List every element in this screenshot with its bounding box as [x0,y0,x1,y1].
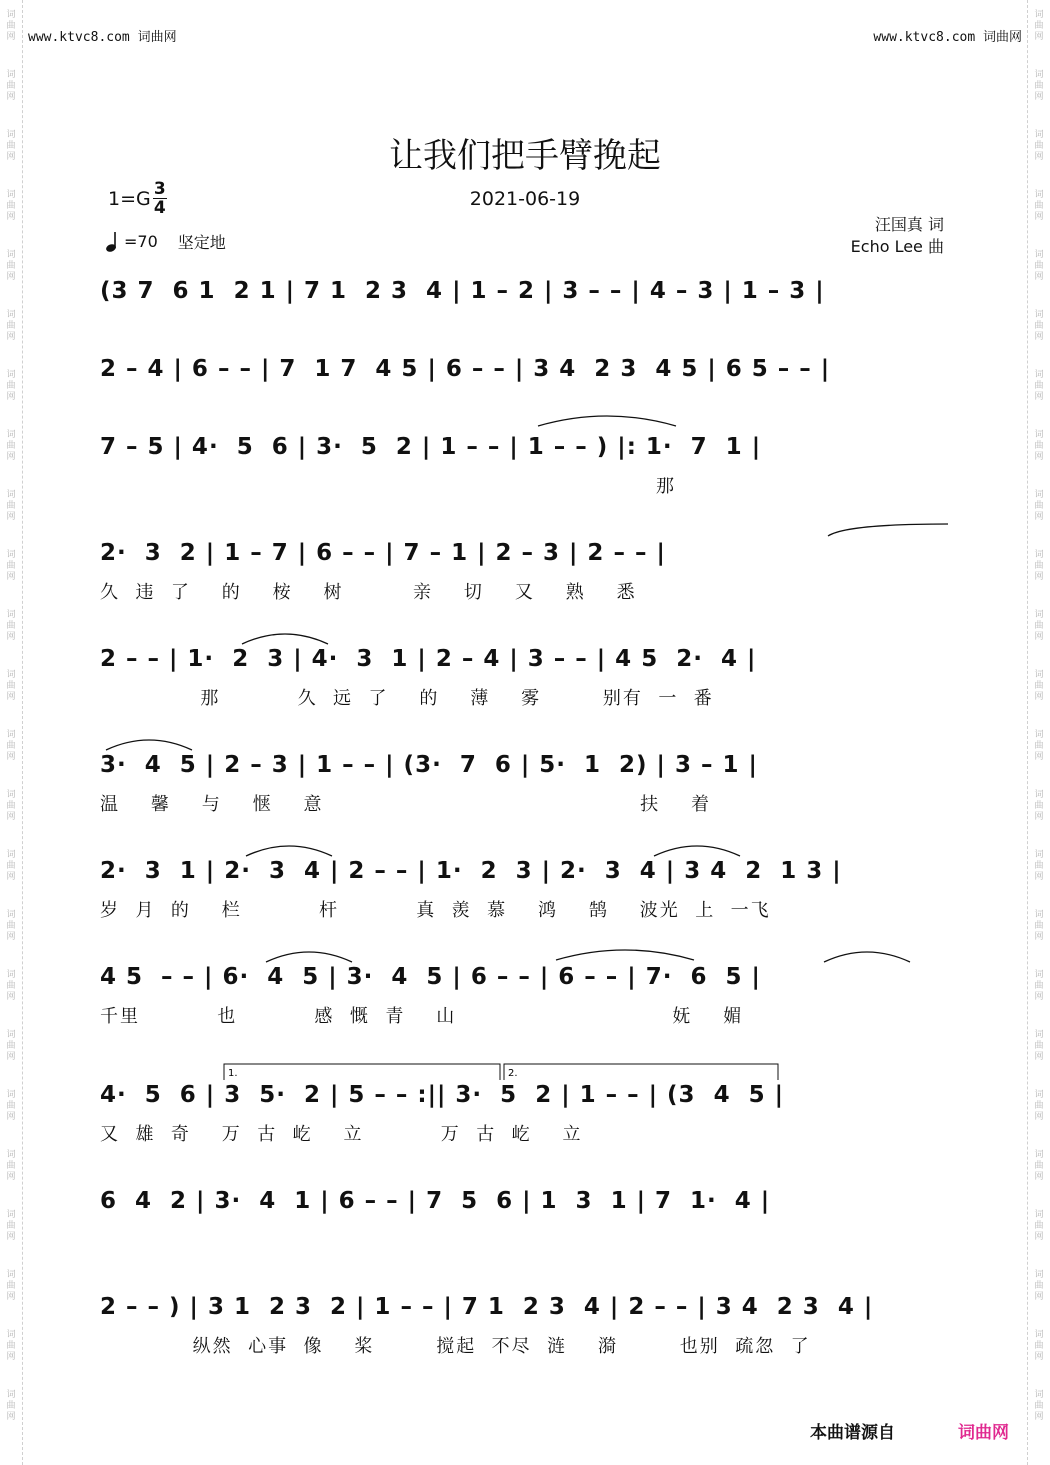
watermark-glyph: 词 曲 网 [6,910,16,942]
score-row-9 [0,1068,1050,1172]
key-signature [108,180,167,217]
watermark-glyph: 词 曲 网 [6,250,16,282]
watermark-glyph: 词 曲 网 [6,130,16,162]
slur-arc [244,842,334,858]
score-row-3 [0,434,1050,524]
row-notes: 6 4 2 | 3· 4 1 | 6 – – | 7 5 6 | 1 3 1 | 7 1· 4 | [100,1188,771,1214]
site-link-right[interactable]: www.ktvc8.com 词曲网 [873,30,1022,45]
watermark-glyph: 词 曲 网 [1034,1390,1044,1422]
song-title: 让我们把手臂挽起 [389,136,661,176]
slur-arc [104,736,194,752]
watermark-glyph: 词 曲 网 [6,1030,16,1062]
watermark-glyph: 词 曲 网 [6,670,16,702]
source-brand-link[interactable]: 词曲网 [958,1423,1009,1443]
watermark-glyph: 词 曲 网 [6,970,16,1002]
watermark-glyph: 词 曲 网 [1034,550,1044,582]
song-date: 2021-06-19 [469,188,581,210]
watermark-glyph: 词 曲 网 [1034,10,1044,42]
watermark-glyph: 词 曲 网 [6,850,16,882]
watermark-glyph: 词 曲 网 [1034,670,1044,702]
row-notes: 7 – 5 | 4· 5 6 | 3· 5 2 | 1 – – | 1 – – ) |: 1· 7 1 | [100,434,762,460]
row-notes: 2· 3 2 | 1 – 7 | 6 – – | 7 – 1 | 2 – 3 | 2 – – | [100,540,666,566]
slur-arc [264,948,354,964]
watermark-glyph: 词 曲 网 [1034,250,1044,282]
watermark-glyph: 词 曲 网 [1034,1330,1044,1362]
svg-text:1.: 1. [228,1068,238,1079]
watermark-glyph: 词 曲 网 [1034,1030,1044,1062]
watermark-glyph: 词 曲 网 [6,730,16,762]
watermark-glyph: 词 曲 网 [1034,490,1044,522]
score-row-7 [0,858,1050,948]
watermark-glyph: 词 曲 网 [1034,610,1044,642]
row-lyrics: 久 违 了 的 桉 树 亲 切 又 熟 悉 [100,582,637,603]
watermark-glyph: 词 曲 网 [1034,310,1044,342]
score-row-6 [0,752,1050,842]
watermark-glyph: 词 曲 网 [1034,130,1044,162]
watermark-glyph: 词 曲 网 [6,70,16,102]
tempo-marking [104,230,226,253]
watermark-glyph: 词 曲 网 [1034,70,1044,102]
score-row-11 [0,1294,1050,1384]
watermark-glyph: 词 曲 网 [6,550,16,582]
score-row-5 [0,646,1050,736]
time-signature [153,180,167,217]
watermark-glyph: 词 曲 网 [1034,730,1044,762]
volta-brackets [222,1062,782,1082]
watermark-glyph: 词 曲 网 [6,1210,16,1242]
tie-arc [826,522,950,538]
watermark-glyph: 词 曲 网 [1034,910,1044,942]
watermark-glyph: 词 曲 网 [1034,790,1044,822]
composer: Echo Lee 曲 [850,237,944,256]
watermark-glyph: 词 曲 网 [6,370,16,402]
score-row-1 [0,278,1050,368]
watermark-glyph: 词 曲 网 [1034,190,1044,222]
slur-arc [652,842,742,858]
source-note: 本曲谱源自 [810,1423,895,1443]
tie-arc [536,412,678,428]
watermark-glyph: 词 曲 网 [1034,1270,1044,1302]
row-lyrics: 又 雄 奇 万 古 屹 立 万 古 屹 立 [100,1124,583,1145]
row-notes: 3· 4 5 | 2 – 3 | 1 – – | (3· 7 6 | 5· 1 2) | 3 – 1 | [100,752,758,778]
tempo-value: =70 [124,232,158,251]
svg-text:2.: 2. [508,1068,518,1079]
row-notes: 2 – – ) | 3 1 2 3 2 | 1 – – | 7 1 2 3 4 | 2 – – | 3 4 2 3 4 | [100,1294,874,1320]
score-row-2 [0,356,1050,446]
watermark-glyph: 词 曲 网 [6,310,16,342]
row-lyrics: 温 馨 与 惬 意 扶 着 [100,794,712,815]
watermark-glyph: 词 曲 网 [1034,1150,1044,1182]
lyricist: 汪国真 词 [874,215,944,234]
watermark-glyph: 词 曲 网 [1034,1210,1044,1242]
row-lyrics: 岁 月 的 栏 杆 真 羡 慕 鸿 鹄 波光 上 一飞 [100,900,771,921]
slur-arc [822,948,912,964]
score-row-8 [0,964,1050,1054]
row-lyrics: 纵然 心事 像 桨 搅起 不尽 涟 漪 也别 疏忽 了 [100,1336,811,1357]
row-lyrics: 那 [100,476,676,497]
tie-arc [554,946,696,962]
row-notes: (3 7 6 1 2 1 | 7 1 2 3 4 | 1 – 2 | 3 – – | 4 – 3 | 1 – 3 | [100,278,825,304]
watermark-glyph: 词 曲 网 [6,190,16,222]
slur-arc [240,630,330,646]
watermark-glyph: 词 曲 网 [6,610,16,642]
site-link-left[interactable]: www.ktvc8.com 词曲网 [28,30,177,45]
row-notes: 2 – – | 1· 2 3 | 4· 3 1 | 2 – 4 | 3 – – | 4 5 2· 4 | [100,646,757,672]
time-bottom: 4 [153,198,166,218]
watermark-glyph: 词 曲 网 [6,490,16,522]
row-lyrics: 千里 也 感 慨 青 山 妩 媚 [100,1006,744,1027]
watermark-glyph: 词 曲 网 [1034,850,1044,882]
row-notes: 4 5 – – | 6· 4 5 | 3· 4 5 | 6 – – | 6 – – | 7· 6 5 | [100,964,761,990]
quarter-note-icon [104,231,118,253]
key-label: 1=G [108,187,151,210]
watermark-glyph: 词 曲 网 [1034,970,1044,1002]
watermark-glyph: 词 曲 网 [6,1390,16,1422]
watermark-glyph: 词 曲 网 [6,1270,16,1302]
watermark-glyph: 词 曲 网 [6,1330,16,1362]
score-row-10 [0,1188,1050,1278]
time-top: 3 [153,179,166,199]
row-notes: 4· 5 6 | 3 5· 2 | 5 – – :|| 3· 5 2 | 1 – – | (3 4 5 | [100,1082,784,1108]
row-notes: 2· 3 1 | 2· 3 4 | 2 – – | 1· 2 3 | 2· 3 4 | 3 4 2 1 3 | [100,858,842,884]
watermark-glyph: 词 曲 网 [1034,370,1044,402]
score-row-4 [0,540,1050,630]
watermark-glyph: 词 曲 网 [6,430,16,462]
watermark-glyph: 词 曲 网 [1034,430,1044,462]
row-notes: 2 – 4 | 6 – – | 7 1 7 4 5 | 6 – – | 3 4 2 3 4 5 | 6 5 – – | [100,356,831,382]
watermark-glyph: 词 曲 网 [6,790,16,822]
watermark-glyph: 词 曲 网 [6,10,16,42]
tempo-style: 坚定地 [177,233,226,252]
watermark-glyph: 词 曲 网 [1034,1090,1044,1122]
watermark-glyph: 词 曲 网 [6,1150,16,1182]
row-lyrics: 那 久 远 了 的 薄 雾 别有 一 番 [100,688,714,709]
watermark-glyph: 词 曲 网 [6,1090,16,1122]
